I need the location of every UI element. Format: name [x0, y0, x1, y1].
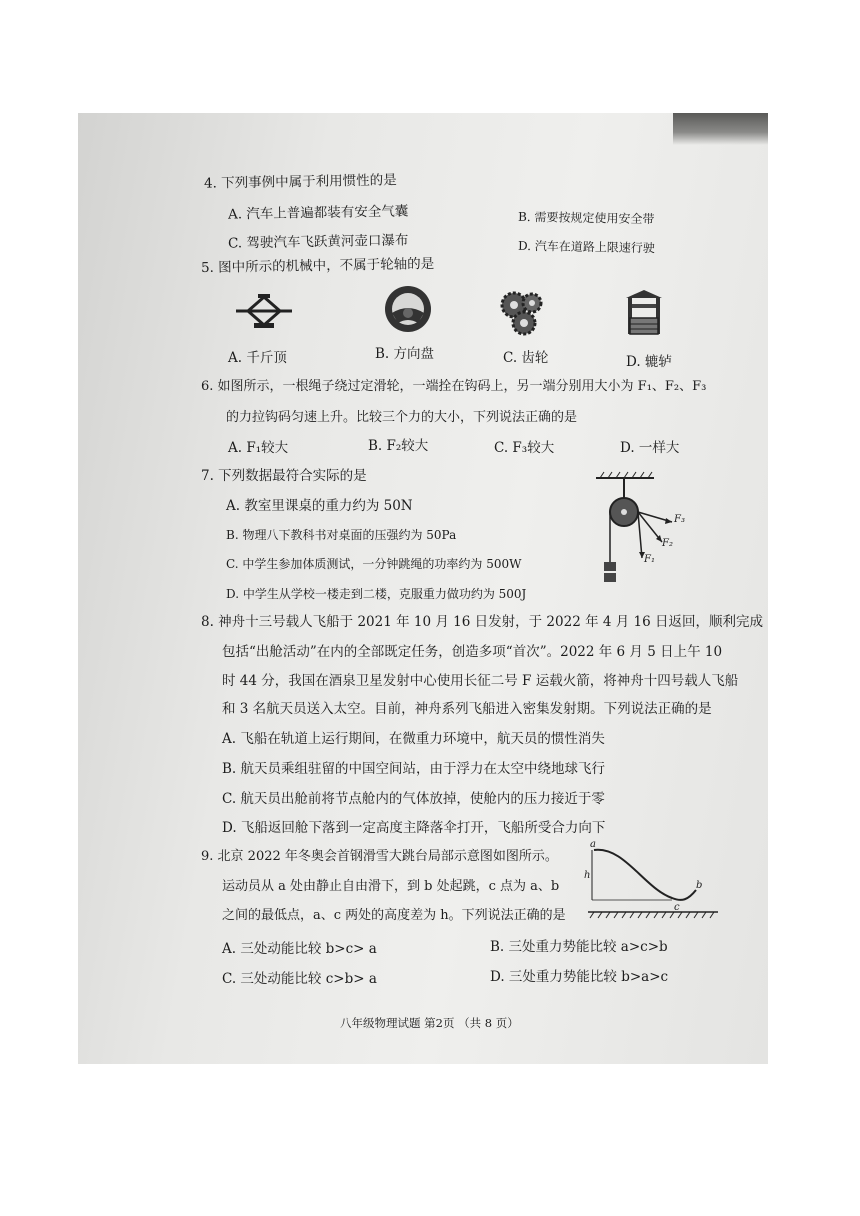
q6-option-b: B. F₂较大 — [368, 438, 429, 454]
q6-line2: 的力拉钩码匀速上升。比较三个力的大小，下列说法正确的是 — [226, 410, 578, 425]
ski-label-c: c — [674, 902, 680, 913]
pulley-diagram — [592, 470, 692, 595]
q8-line1: 8. 神舟十三号载人飞船于 2021 年 10 月 16 日发射，于 2022 年 4 月 16 日返回，顺利完成 — [201, 614, 764, 630]
q8-line2: 包括“出舱活动”在内的全部既定任务，创造多项“首次”。2022 年 6 月 5 日上午 10 — [222, 644, 723, 660]
q7-option-d: D. 中学生从学校一楼走到二楼，克服重力做功约为 500J — [226, 587, 527, 601]
q7-option-b: B. 物理八下教科书对桌面的压强约为 50Pa — [226, 528, 457, 542]
q8-option-a: A. 飞船在轨道上运行期间，在微重力环境中，航天员的惯性消失 — [222, 731, 605, 747]
q6-option-c: C. F₃较大 — [494, 440, 555, 456]
pulley-label-f3: F₃ — [674, 514, 685, 525]
q5-option-d: D. 辘轳 — [626, 354, 672, 370]
gears-icon — [498, 287, 548, 337]
q7-option-a: A. 教室里课桌的重力约为 50N — [226, 498, 413, 514]
q9-option-c: C. 三处动能比较 c>b> a — [222, 971, 377, 987]
q7-option-c: C. 中学生参加体质测试，一分钟跳绳的功率约为 500W — [226, 557, 522, 571]
ski-jump-diagram — [584, 838, 720, 922]
q6-line1: 6. 如图所示，一根绳子绕过定滑轮，一端拴在钩码上，另一端分别用大小为 F₁、F₂、F₃ — [201, 379, 707, 394]
page-footer: 八年级物理试题 第2页 （共 8 页） — [340, 1016, 519, 1030]
q4-option-d: D. 汽车在道路上限速行驶 — [517, 238, 655, 256]
q9-option-d: D. 三处重力势能比较 b>a>c — [490, 969, 669, 985]
pulley-label-f2: F₂ — [662, 538, 673, 549]
windlass-well-icon — [622, 288, 666, 338]
car-jack-icon — [234, 293, 294, 329]
q5-option-b: B. 方向盘 — [375, 346, 435, 362]
q9-option-a: A. 三处动能比较 b>c> a — [222, 941, 377, 957]
ski-label-h: h — [584, 870, 591, 881]
ski-label-b: b — [696, 880, 703, 891]
q6-option-d: D. 一样大 — [620, 440, 680, 456]
q4-option-a: A. 汽车上普遍都装有安全气囊 — [227, 203, 409, 223]
q8-line3: 时 44 分，我国在酒泉卫星发射中心使用长征二号 F 运载火箭，将神舟十四号载人飞船 — [222, 673, 739, 689]
q4-option-c: C. 驾驶汽车飞跃黄河壶口瀑布 — [227, 232, 409, 252]
q9-line3: 之间的最低点，a、c 两处的高度差为 h。下列说法正确的是 — [222, 908, 566, 923]
q5-option-c: C. 齿轮 — [503, 350, 549, 366]
q5-stem: 5. 图中所示的机械中，不属于轮轴的是 — [200, 255, 435, 277]
q7-stem: 7. 下列数据最符合实际的是 — [201, 468, 367, 484]
q8-option-d: D. 飞船返回舱下落到一定高度主降落伞打开，飞船所受合力向下 — [222, 820, 606, 836]
q9-option-b: B. 三处重力势能比较 a>c>b — [490, 939, 668, 955]
q9-line1: 9. 北京 2022 年冬奥会首钢滑雪大跳台局部示意图如图所示。 — [201, 849, 558, 864]
q6-option-a: A. F₁较大 — [228, 440, 289, 456]
q8-option-b: B. 航天员乘组驻留的中国空间站，由于浮力在太空中绕地球飞行 — [222, 761, 606, 777]
q5-option-a: A. 千斤顶 — [228, 350, 287, 366]
q8-option-c: C. 航天员出舱前将节点舱内的气体放掉，使舱内的压力接近于零 — [222, 791, 605, 807]
q9-line2: 运动员从 a 处由静止自由滑下，到 b 处起跳，c 点为 a、b — [222, 879, 560, 894]
q4-option-b: B. 需要按规定使用安全带 — [517, 209, 655, 227]
steering-wheel-icon — [382, 283, 434, 335]
ski-label-a: a — [590, 839, 596, 850]
q8-line4: 和 3 名航天员送入太空。目前，神舟系列飞船进入密集发射期。下列说法正确的是 — [222, 701, 712, 717]
q4-stem: 4. 下列事例中属于利用惯性的是 — [203, 172, 397, 192]
pulley-label-f1: F₁ — [644, 554, 655, 565]
photo-shadow-corner — [673, 113, 768, 145]
